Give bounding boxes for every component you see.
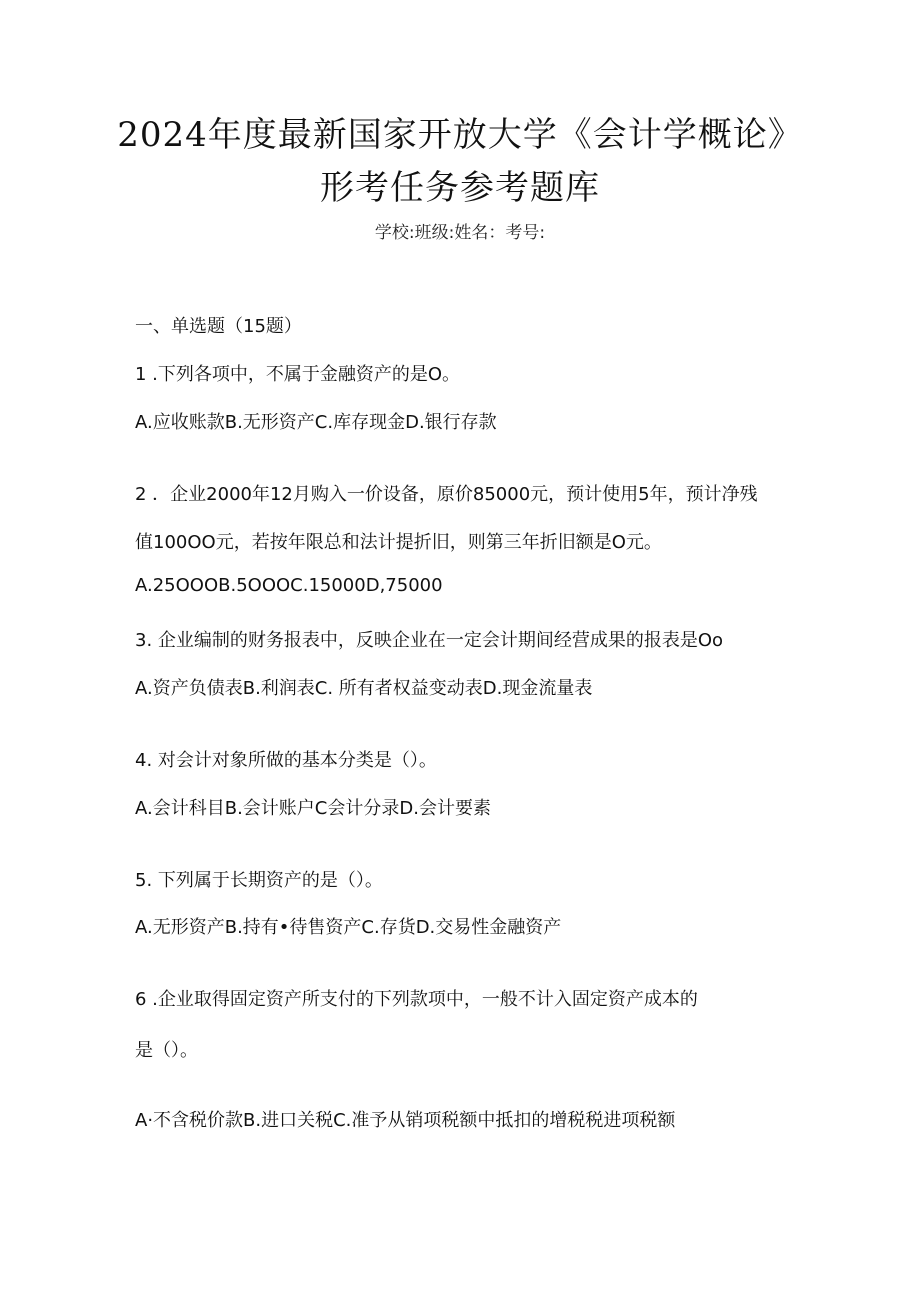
question-3-options: A.资产负债表B.利润表C. 所有者权益变动表D.现金流量表 <box>135 678 593 699</box>
question-6-line-1: 6 .企业取得固定资产所支付的下列款项中，一般不计入固定资产成本的 <box>135 989 698 1010</box>
student-info-line: 学校:班级:姓名：考号: <box>374 223 546 243</box>
section-heading: 一、单选题（15题） <box>135 316 302 337</box>
question-2-line-1: 2 ．企业2000年12月购入一价设备，原价85000元，预计使用5年，预计净残 <box>135 484 758 505</box>
document-title-line-1: 2024年度最新国家开放大学《会计学概论》 <box>117 115 803 155</box>
document-title-line-2: 形考任务参考题库 <box>320 168 600 208</box>
question-6-line-2: 是（）。 <box>135 1040 198 1061</box>
question-2-line-2: 值100OO元，若按年限总和法计提折旧，则第三年折旧额是O元。 <box>135 532 662 553</box>
question-4-options: A.会计科目B.会计账户C会计分录D.会计要素 <box>135 798 491 819</box>
question-1: 1 .下列各项中，不属于金融资产的是O。 <box>135 364 461 385</box>
question-5-options: A.无形资产B.持有•待售资产C.存货D.交易性金融资产 <box>135 917 562 938</box>
question-6-options: A·不含税价款B.进口关税C.准予从销项税额中抵扣的增税税进项税额 <box>135 1110 676 1131</box>
question-3: 3. 企业编制的财务报表中，反映企业在一定会计期间经营成果的报表是Oo <box>135 630 724 651</box>
question-4: 4. 对会计对象所做的基本分类是（）。 <box>135 750 437 771</box>
question-2-options: A.25OOOB.5OOOC.15000D,75000 <box>135 575 443 596</box>
question-5: 5. 下列属于长期资产的是（）。 <box>135 870 383 891</box>
question-1-options: A.应收账款B.无形资产C.库存现金D.银行存款 <box>135 412 497 433</box>
